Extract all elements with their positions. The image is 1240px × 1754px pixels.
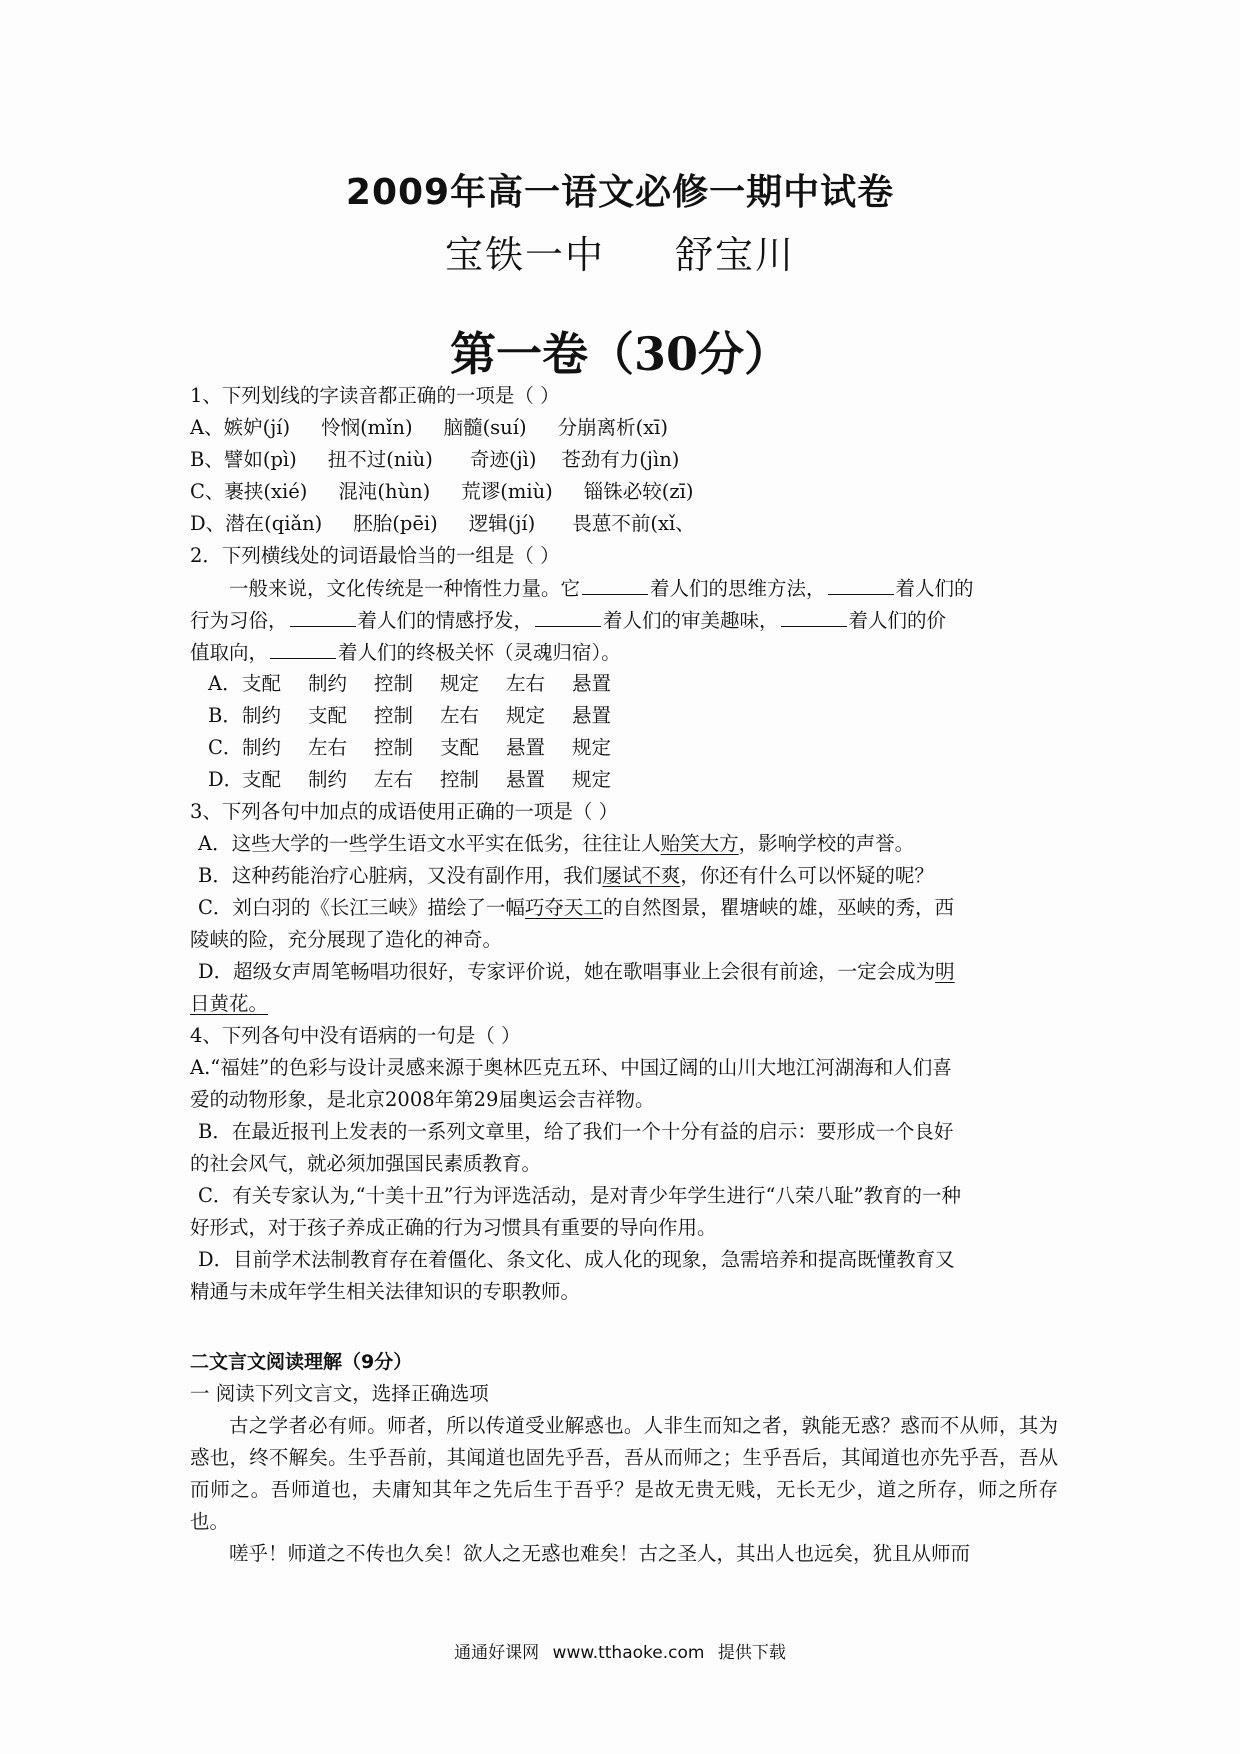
question-3-option-c: C．刘白羽的《长江三峡》描绘了一幅巧夺天工的自然图景，瞿塘峡的雄，巫峡的秀，西: [198, 896, 954, 919]
option-word: 规定: [440, 672, 480, 695]
underlined-idiom: 屡试不爽: [602, 864, 681, 887]
option-letter: A．: [208, 672, 242, 695]
question-2-option-row: [190, 764, 1058, 796]
question-4-option-a: A.“福娃”的色彩与设计灵感来源于奥林匹克五环、中国辽阔的山川大地江河湖海和人们喜: [190, 1056, 952, 1079]
section-2-heading: 二文言文阅读理解（9分）: [190, 1351, 413, 1373]
question-3-option-c-cont: 陵峡的险，充分展现了造化的神奇。: [190, 928, 503, 951]
question-2-option-row: [190, 700, 1058, 732]
fill-blank: [290, 604, 356, 627]
fill-blank: [535, 604, 601, 627]
exam-title: 2009年高一语文必修一期中试卷: [345, 172, 895, 213]
question-3-option-a: A．这些大学的一些学生语文水平实在低劣，往往让人贻笑大方，影响学校的声誉。: [198, 832, 915, 855]
option-word: 规定: [506, 704, 546, 727]
option-word: 制约: [242, 736, 282, 759]
option-word: 悬置: [506, 768, 546, 791]
option-word: 悬置: [572, 672, 612, 695]
option-word: 悬置: [572, 704, 612, 727]
option-word: 悬置: [506, 736, 546, 759]
footer-url: www.tthaoke.com: [552, 1643, 705, 1663]
question-1-option-c: C、裹挟(xié) 混沌(hùn) 荒谬(miù) 锱铢必较(zī): [190, 480, 694, 503]
question-4-option-d-cont: 精通与未成年学生相关法律知识的专职教师。: [190, 1280, 581, 1303]
option-word: 支配: [242, 768, 282, 791]
footer-site-name: 通通好课网: [454, 1643, 540, 1663]
question-2-options: [190, 668, 1058, 796]
question-2-passage-line-1: 一般来说，文化传统是一种惰性力量。它 着人们的思维方法， 着人们的: [190, 572, 1058, 604]
option-word: 支配: [308, 704, 348, 727]
question-4-option-c-cont: 好形式，对于孩子养成正确的行为习惯具有重要的导向作用。: [190, 1216, 717, 1239]
question-1-stem: 1、下列划线的字读音都正确的一项是（ ）: [190, 384, 560, 407]
volume-heading: 第一卷（30分）: [449, 327, 790, 381]
underlined-idiom: 贻笑大方: [660, 832, 739, 855]
option-word: 制约: [308, 768, 348, 791]
question-4-option-b: B．在最近报刊上发表的一系列文章里，给了我们一个十分有益的启示：要形成一个良好: [198, 1120, 954, 1143]
fill-blank: [781, 604, 847, 627]
question-4-stem: 4、下列各句中没有语病的一句是（ ）: [190, 1024, 521, 1047]
question-4-option-b-cont: 的社会风气，就必须加强国民素质教育。: [190, 1152, 542, 1175]
option-word: 控制: [374, 704, 414, 727]
fill-blank: [828, 572, 894, 595]
underlined-idiom: 明: [935, 960, 955, 983]
option-word: 规定: [572, 736, 612, 759]
question-4-option-c: C．有关专家认为,“十美十丑”行为评选活动，是对青少年学生进行“八荣八耻”教育的一种: [198, 1184, 961, 1207]
option-word: 左右: [440, 704, 480, 727]
option-word: 制约: [308, 672, 348, 695]
underlined-idiom: 巧夺天工: [524, 896, 603, 919]
option-word: 左右: [374, 768, 414, 791]
author-line: [0, 224, 1240, 279]
question-3-option-d: D．超级女声周笔畅唱功很好，专家评价说，她在歌唱事业上会很有前途，一定会成为明: [198, 960, 955, 983]
question-4-option-d: D．目前学术法制教育存在着僵化、条文化、成人化的现象，急需培养和提高既懂教育又: [198, 1248, 955, 1271]
section-2-subheading: 一 阅读下列文言文，选择正确选项: [190, 1382, 489, 1405]
question-2-passage-line-3: 值取向， 着人们的终极关怀（灵魂归宿）。: [190, 636, 1058, 668]
question-1-option-a: A、嫉妒(jí) 怜悯(mǐn) 脑髓(suí) 分崩离析(xī): [190, 416, 669, 439]
question-1-option-d: D、潜在(qiǎn) 胚胎(pēi) 逻辑(jí) 畏葸不前(xǐ、: [190, 512, 695, 535]
fill-blank: [270, 636, 336, 659]
exam-content: [190, 380, 1058, 1570]
option-word: 左右: [308, 736, 348, 759]
question-2-passage-line-2: 行为习俗， 着人们的情感抒发， 着人们的审美趣味， 着人们的价: [190, 604, 1058, 636]
question-3-stem: 3、下列各句中加点的成语使用正确的一项是（ ）: [190, 800, 619, 823]
option-word: 控制: [440, 768, 480, 791]
classical-passage-paragraph-1: 古之学者必有师。师者，所以传道受业解惑也。人非生而知之者，孰能无惑？惑而不从师，其为惑也，终不解矣。生乎吾前，其闻道也固先乎吾，吾从而师之；生乎吾后，其闻道也亦先乎吾，吾从而师之。吾师道也，夫庸知其年之先后生于吾乎？是故无贵无贱，无长无少，道之所存，师之所存也。: [190, 1414, 1058, 1533]
fill-blank: [582, 572, 648, 595]
classical-passage-paragraph-2: 嗟乎！师道之不传也久矣！欲人之无惑也难矣！古之圣人，其出人也远矣，犹且从师而: [229, 1542, 971, 1565]
question-3-option-b: B．这种药能治疗心脏病，又没有副作用，我们屡试不爽，你还有什么可以怀疑的呢？: [198, 864, 934, 887]
option-letter: D．: [208, 768, 244, 791]
option-word: 控制: [374, 736, 414, 759]
underlined-idiom: 日黄花。: [190, 992, 269, 1015]
question-2-option-row: [190, 732, 1058, 764]
option-word: 控制: [374, 672, 414, 695]
option-word: 规定: [572, 768, 612, 791]
option-word: 左右: [506, 672, 546, 695]
question-2-option-row: [190, 668, 1058, 700]
question-4-option-a-cont: 爱的动物形象，是北京2008年第29届奥运会吉祥物。: [190, 1088, 655, 1111]
author-name: 舒宝川: [675, 233, 796, 277]
option-letter: C．: [208, 736, 243, 759]
question-2-stem: 2．下列横线处的词语最恰当的一组是（ ）: [190, 544, 560, 567]
question-1-option-b: B、譬如(pì) 扭不过(niù) 奇迹(jì) 苍劲有力(jìn): [190, 448, 680, 471]
page-footer: [0, 1638, 1240, 1663]
option-word: 支配: [440, 736, 480, 759]
question-3-option-d-cont: [190, 988, 1058, 1020]
option-word: 制约: [242, 704, 282, 727]
footer-action: 提供下载: [717, 1643, 786, 1663]
option-word: 支配: [242, 672, 282, 695]
option-letter: B．: [208, 704, 242, 727]
school-name: 宝铁一中: [444, 233, 605, 277]
